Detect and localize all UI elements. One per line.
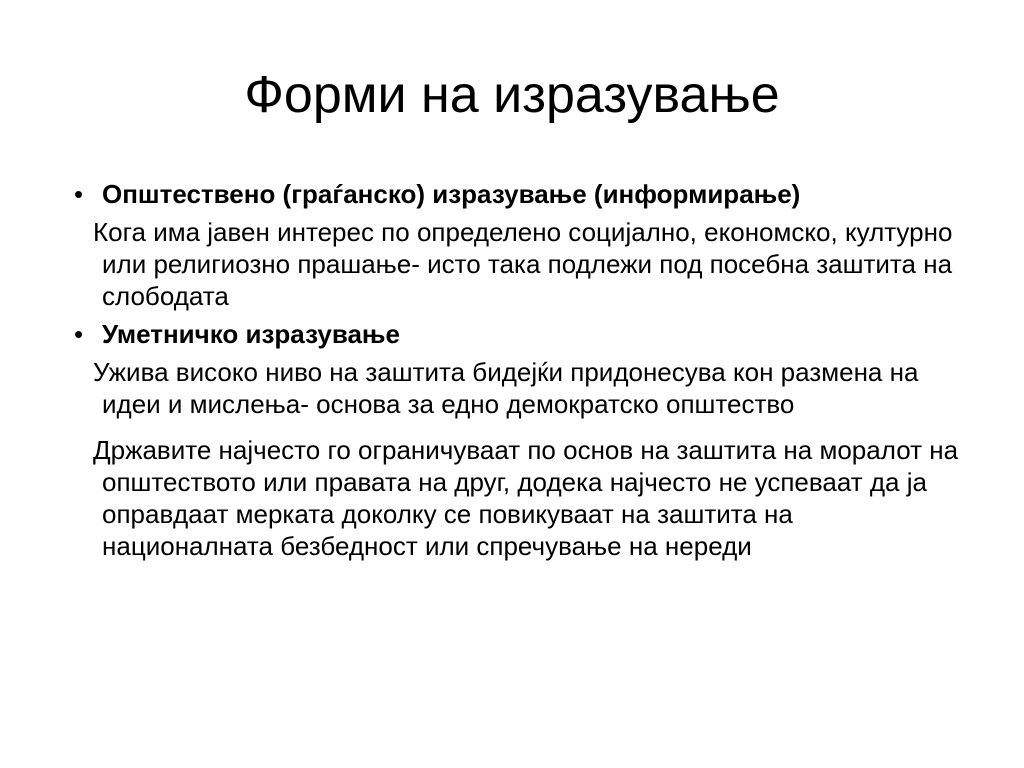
bullet-heading: Општествено (граѓанско) изразување (информирање) [102,179,801,209]
body-paragraph: Државите најчесто го ограничуваат по основ на заштита на моралот на општеството или правата на друг, додека најчесто не успеваат да ја оправдаат мерката доколку се повикуваат на заштита на националната безбедност или спречување на нереди [93,435,959,561]
body-paragraph: Кога има јавен интерес по определено социјално, економско, културно или религиозно прашање- исто така подлежи под посебна заштита на слободата [93,217,953,311]
slide-content [60,178,970,568]
bullet-item [60,178,970,210]
bullet-icon: • [74,319,84,349]
bullet-icon: • [74,179,84,209]
body-paragraph: Ужива високо ниво на заштита бидејќи придонесува кон размена на идеи и мислења- основа за едно демократско општество [93,357,919,419]
slide-title: Форми на изразување [244,66,780,124]
bullet-item [60,318,970,350]
bullet-heading: Уметничко изразување [102,319,400,349]
